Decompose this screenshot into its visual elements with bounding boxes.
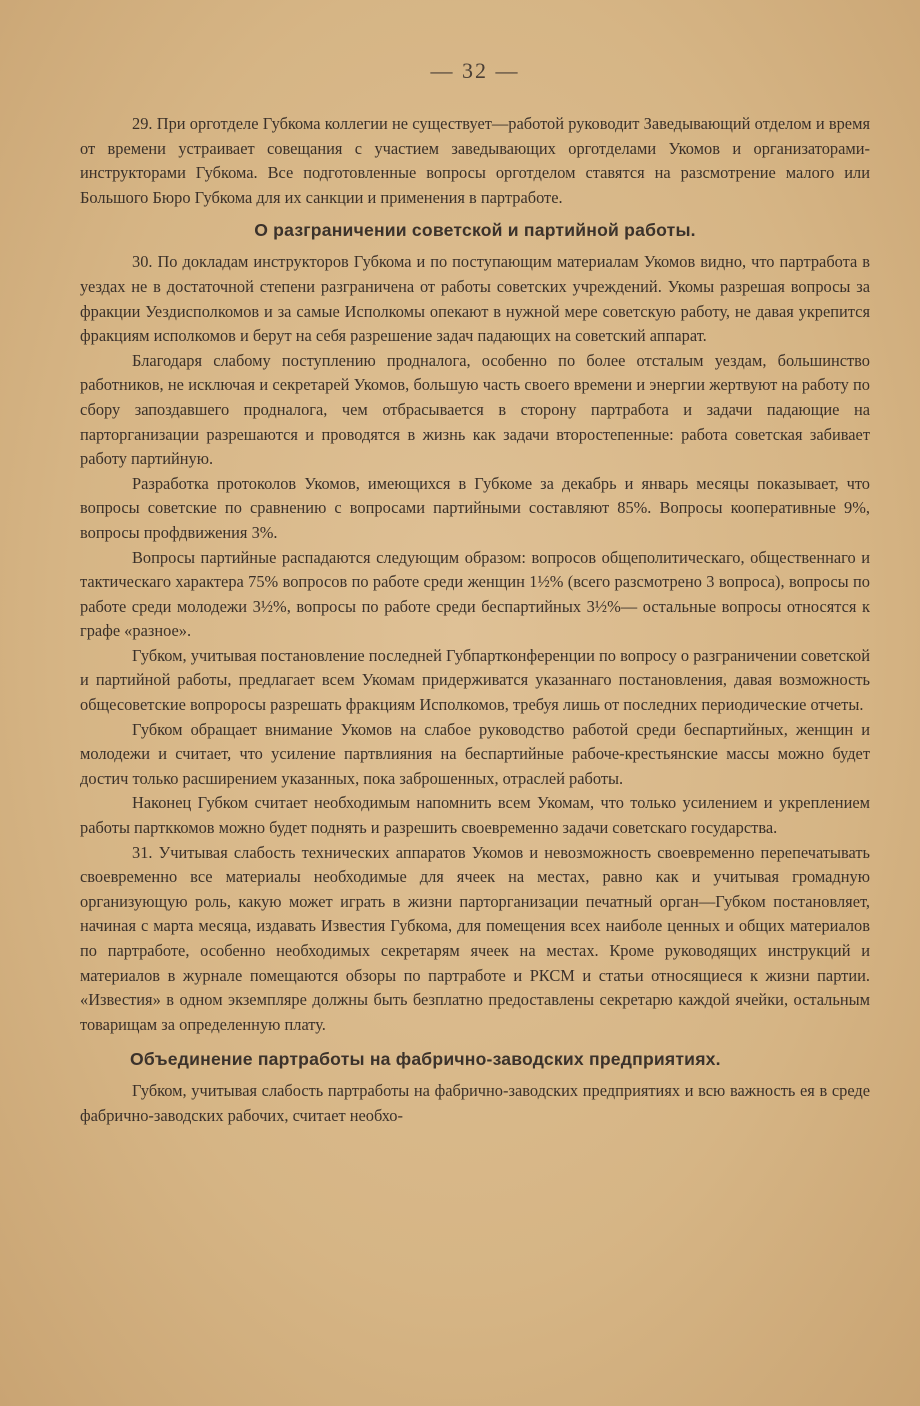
paragraph-party-questions: Вопросы партийные распадаются следующим образом: вопросов общеполитическаго, общественнаго и тактическаго характера 75% вопросов по работе среди женщин 1½% (всего разсмотрено 3 вопроса), вопросы по работе среди молодежи 3½%, вопросы по работе среди беспартийных 3½%— остальные вопросы относятся к графе «разное». — [80, 547, 870, 641]
paragraph-30: 30. По докладам инструкторов Губкома и по поступающим материалам Укомов видно, что партработа в уездах не в достаточной степени разграничена от работы советских учреждений. Укомы разрешая вопросы за фракции Уездисполкомов и за самые Исполкомы опекают в нужной мере советскую работу, не давая укрепится фракциям исполкомов и берут на себя разрешение задач падающих на советский аппарат. — [80, 252, 870, 346]
paragraph-prodnalog: Благодаря слабому поступлению продналога, особенно по более отсталым уездам, большинство работников, не исключая и секретарей Укомов, большую часть своего времени и энергии жертвуют на работу по сбору запоздавшего продналога, чем отбрасывается в сторону партработа и задачи падающие на парторганизации разрешаются и проводятся в жизнь как задачи второстепенные: работа советская забивает работу партийную. — [80, 350, 870, 469]
paragraph-conference-resolution: Губком, учитывая постановление последней Губпартконференции по вопросу о разграничении советской и партийной работы, предлагает всем Укомам придерживатся указаннаго постановления, давая возможность общесоветские вопроросы разрешать фракциям Исполкомов, требуя лишь от последних периодические отчеты. — [80, 645, 870, 715]
paragraph-31: 31. Учитывая слабость технических аппаратов Укомов и невозможность своевременно перепечатывать своевременно все материалы необходимые для ячеек на местах, равно как и учитывая громадную организующую роль, какую может играть в жизни парторганизации печатный орган—Губком постановляет, начиная с марта месяца, издавать Известия Губкома, для помещения всех наиболе ценных и общих материалов по партработе, особенно необходимых секретарям ячеек на местах. Кроме руководящих инструкций и материалов в журнале помещаются обзоры по партработе и РКСМ и статьи относящиеся к жизни партии. «Известия» в одном экземпляре должны быть безплатно предоставлены секретарю каждой ячейки, остальным товарищам за определенную плату. — [80, 842, 870, 1034]
paragraph-29: 29. При орготделе Губкома коллегии не существует—работой руководит Заведывающий отделом и время от времени устраивает совещания с участием заведывающих орготделами Укомов и организаторами-инструкторами Губкома. Все подготовленные вопросы орготделом ставятся на разсмотрение малого или Большого Бюро Губкома для их санкции и применения в партработе. — [80, 114, 870, 207]
paragraph-factory-work: Губком, учитывая слабость партработы на фабрично-заводских предприятиях и всю важность ея в среде фабрично-заводских рабочих, считает необхо- — [80, 1081, 870, 1125]
paragraph-reminder: Наконец Губком считает необходимым напомнить всем Укомам, что только усилением и укреплением работы партккомов можно будет поднять и разрешить своевременно задачи советскаго государства. — [80, 793, 870, 838]
page-number: — 32 — — [430, 58, 520, 83]
paragraph-weak-leadership: Губком обращает внимание Укомов на слабое руководство работой среди беспартийных, женщин и молодежи и считает, что усиление партвлияния на беспартийные рабоче-крестьянские массы можно будет достич только расширением указанных, пока заброшенных, отраслей работы. — [80, 719, 870, 788]
paragraph-protocols: Разработка протоколов Укомов, имеющихся в Губкоме за декабрь и январь месяцы показывает, что вопросы советские по сравнению с вопросами партийными составляют 85%. Вопросы кооперативные 9%, вопросы профдвижения 3%. — [80, 473, 870, 542]
section-heading-delimitation: О разграничении советской и партийной работы. — [254, 220, 696, 241]
section-heading-factory-work: Объединение партработы на фабрично-заводских предприятиях. — [130, 1049, 721, 1070]
